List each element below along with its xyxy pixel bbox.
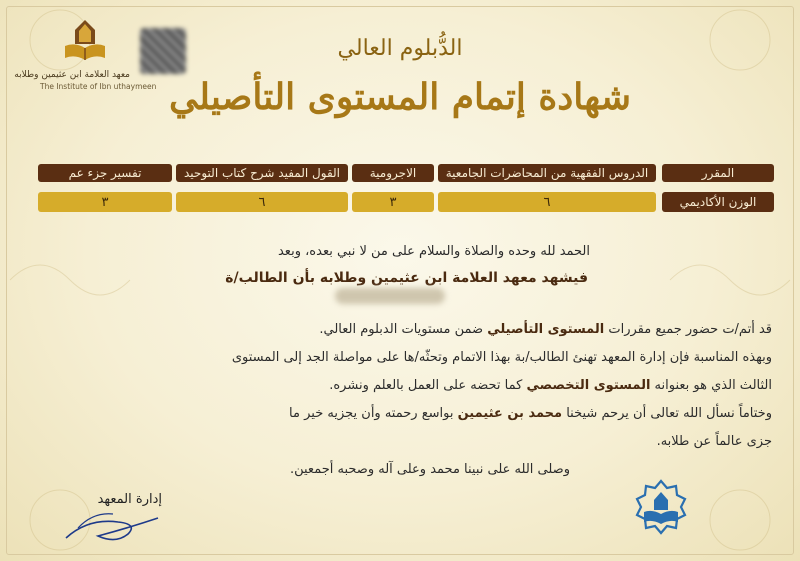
diploma-title: الدُّبلوم العالي — [337, 36, 463, 61]
course-header-fiqh: الدروس الفقهية من المحاضرات الجامعية — [438, 164, 656, 182]
course-weight-fiqh: ٦ — [438, 192, 656, 212]
blurred-student-name — [335, 288, 445, 304]
course-weight-tawhid: ٦ — [176, 192, 348, 212]
institute-name-ar: معهد العلامة ابن عثيمين وطلابه — [14, 70, 130, 80]
institute-name-en: The Institute of Ibn uthaymeen — [40, 82, 157, 91]
course-header-tawhid: القول المفيد شرح كتاب التوحيد — [176, 164, 348, 182]
row-header-course: المقرر — [662, 164, 774, 182]
course-weight-tafsir: ٣ — [38, 192, 172, 212]
course-weight-ajrumiyya: ٣ — [352, 192, 434, 212]
body-line-4: وبهذه المناسبة فإن إدارة المعهد تهنئ الطالب/بة بهذا الاتمام وتحثّه/ها على مواصلة الجد إلى المستوى — [231, 350, 772, 365]
body-line-1: الحمد لله وحده والصلاة والسلام على من لا نبي بعده، وبعد — [277, 244, 590, 259]
body-line-7: جزى عالماً عن طلابه. — [656, 434, 772, 449]
row-header-weight: الوزن الأكاديمي — [662, 192, 774, 212]
institute-seal-icon — [630, 478, 692, 540]
body-line-6: وختاماً نسأل الله تعالى أن يرحم شيخنا محمد بن عثيمين بواسع رحمته وأن يجزيه خير ما — [289, 406, 772, 421]
body-line-5: الثالث الذي هو بعنوانه المستوى التخصصي كما تحضه على العمل بالعلم ونشره. — [329, 378, 772, 393]
body-line-8: وصلى الله على نبينا محمد وعلى آله وصحبه أجمعين. — [289, 462, 570, 477]
signature-label: إدارة المعهد — [97, 492, 162, 507]
signature-block — [58, 488, 168, 548]
course-header-ajrumiyya: الاجرومية — [352, 164, 434, 182]
certificate-title: شهادة إتمام المستوى التأصيلي — [168, 76, 631, 118]
course-header-tafsir: تفسير جزء عم — [38, 164, 172, 182]
body-line-2: فيشهد معهد العلامة ابن عثيمين وطلابه بأن الطالب/ة — [225, 270, 588, 286]
body-line-3: قد أتم/ت حضور جميع مقررات المستوى التأصيلي ضمن مستويات الدبلوم العالي. — [319, 322, 772, 337]
